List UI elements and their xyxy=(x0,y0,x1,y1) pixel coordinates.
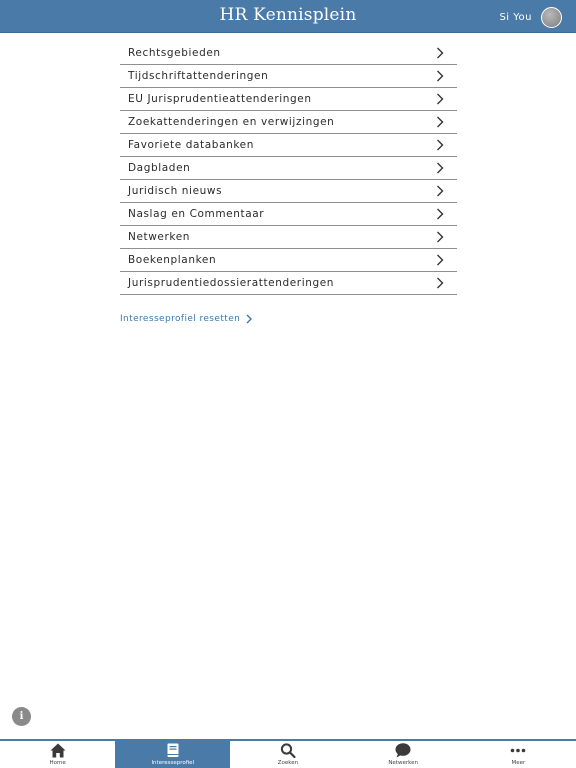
user-menu[interactable] xyxy=(499,6,562,28)
bottom-tab-bar xyxy=(0,739,576,768)
avatar[interactable] xyxy=(541,7,562,28)
tab-meer[interactable] xyxy=(461,741,576,768)
list-item-favoriete-databanken[interactable] xyxy=(120,134,457,157)
app-title: HR Kennisplein xyxy=(219,5,357,25)
list-item-label: Boekenplanken xyxy=(128,254,217,266)
tab-netwerken[interactable] xyxy=(346,741,461,768)
more-dots-icon xyxy=(510,743,526,758)
tab-home[interactable] xyxy=(0,741,115,768)
tab-interesseprofiel[interactable] xyxy=(115,741,230,768)
chevron-right-icon xyxy=(436,254,444,266)
list-item-label: Zoekattenderingen en verwijzingen xyxy=(128,116,335,128)
chevron-right-icon xyxy=(436,185,444,197)
chevron-right-icon xyxy=(246,314,252,324)
tab-label: Netwerken xyxy=(388,760,418,766)
reset-profile-link[interactable] xyxy=(120,314,252,324)
chevron-right-icon xyxy=(436,93,444,105)
app-header xyxy=(0,0,576,33)
list-item-label: Dagbladen xyxy=(128,162,191,174)
reset-profile-label: Interesseprofiel resetten xyxy=(120,314,241,324)
tab-label: Meer xyxy=(511,760,526,766)
book-icon xyxy=(166,743,180,758)
list-item-jurisprudentiedossierattenderingen[interactable] xyxy=(120,272,457,295)
list-item-tijdschriftattenderingen[interactable] xyxy=(120,65,457,88)
chevron-right-icon xyxy=(436,70,444,82)
chevron-right-icon xyxy=(436,231,444,243)
list-item-juridisch-nieuws[interactable] xyxy=(120,180,457,203)
home-icon xyxy=(50,743,66,758)
list-item-label: Favoriete databanken xyxy=(128,139,254,151)
list-item-netwerken[interactable] xyxy=(120,226,457,249)
chevron-right-icon xyxy=(436,116,444,128)
list-item-boekenplanken[interactable] xyxy=(120,249,457,272)
list-item-zoekattenderingen[interactable] xyxy=(120,111,457,134)
list-item-rechtsgebieden[interactable] xyxy=(120,42,457,65)
list-item-label: Netwerken xyxy=(128,231,191,243)
search-icon xyxy=(280,743,295,758)
list-item-label: Juridisch nieuws xyxy=(128,185,223,197)
list-item-dagbladen[interactable] xyxy=(120,157,457,180)
interest-profile-list xyxy=(120,42,457,295)
list-item-label: Naslag en Commentaar xyxy=(128,208,265,220)
list-item-label: Tijdschriftattenderingen xyxy=(128,70,269,82)
list-item-label: Rechtsgebieden xyxy=(128,47,221,59)
chevron-right-icon xyxy=(436,47,444,59)
chevron-right-icon xyxy=(436,277,444,289)
chat-bubble-icon xyxy=(395,743,411,758)
user-name[interactable]: Si You xyxy=(499,11,532,23)
tab-zoeken[interactable] xyxy=(230,741,345,768)
list-item-eu-jurisprudentieattenderingen[interactable] xyxy=(120,88,457,111)
info-button[interactable]: i xyxy=(12,707,31,726)
tab-label: Zoeken xyxy=(277,760,299,766)
chevron-right-icon xyxy=(436,208,444,220)
list-item-label: Jurisprudentiedossierattenderingen xyxy=(128,277,335,289)
tab-label: Home xyxy=(49,760,66,766)
chevron-right-icon xyxy=(436,139,444,151)
list-item-label: EU Jurisprudentieattenderingen xyxy=(128,93,312,105)
chevron-right-icon xyxy=(436,162,444,174)
tab-label: Interesseprofiel xyxy=(151,760,195,766)
list-item-naslag-en-commentaar[interactable] xyxy=(120,203,457,226)
